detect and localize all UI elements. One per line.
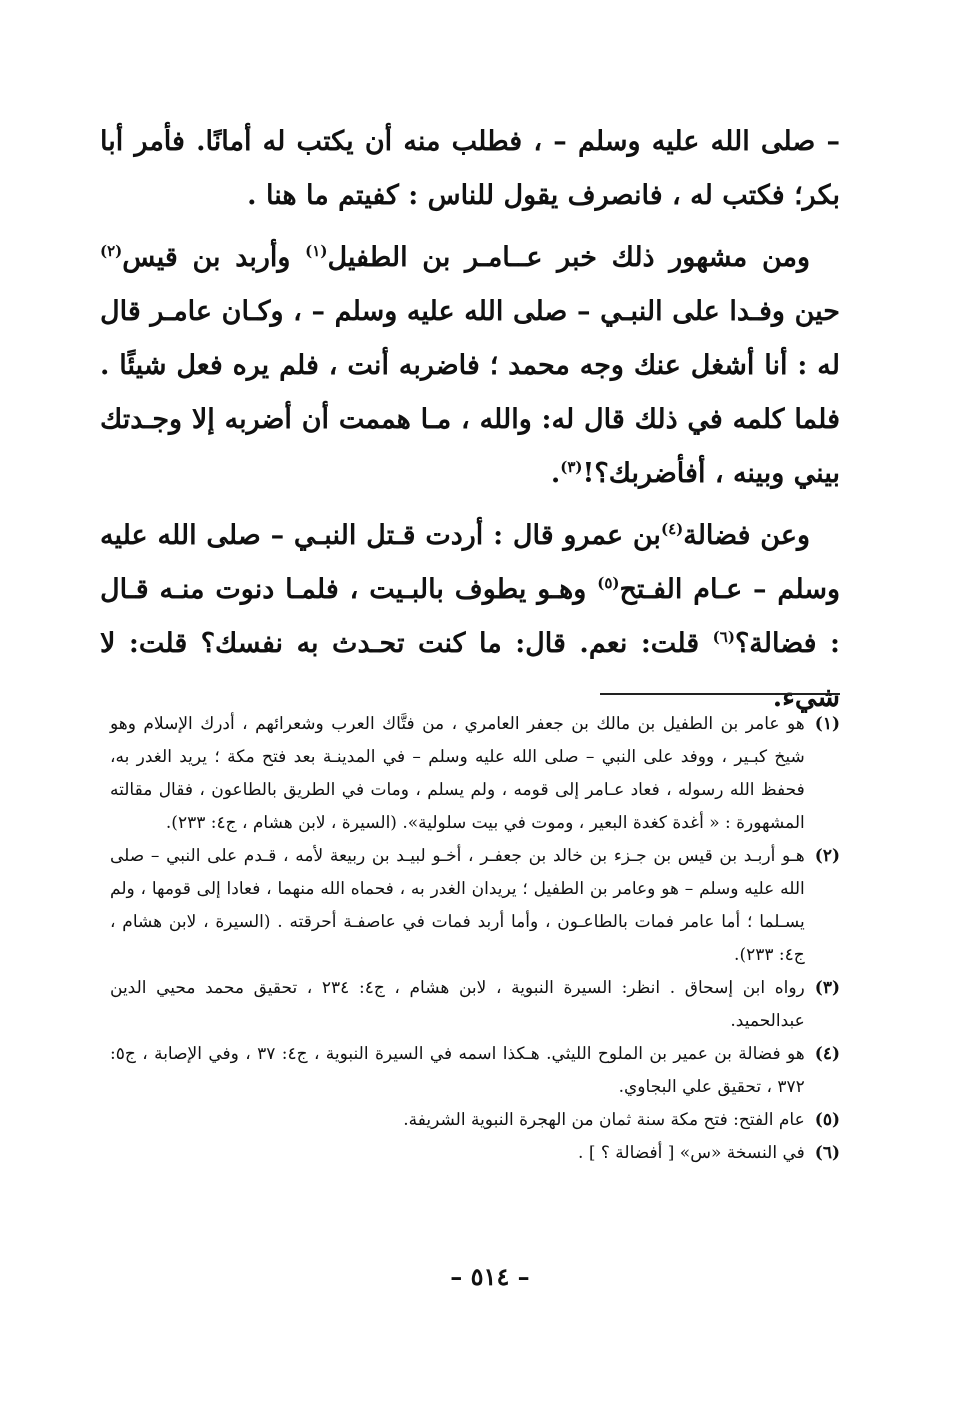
footnote-number: (٦) [814, 1143, 840, 1163]
footnote-number: (٣) [814, 978, 840, 998]
footnote-number: (١) [814, 714, 840, 734]
footnote-ref-4[interactable]: (٤) [660, 520, 684, 538]
footnote-2 [110, 840, 840, 972]
paragraph-3-text-a: وعن فضالة [683, 520, 810, 551]
footnote-separator [600, 693, 840, 695]
footnote-ref-6[interactable]: (٦) [712, 628, 735, 646]
paragraph-2-text-d: . [550, 458, 561, 489]
paragraph-3-text-b: بن عمرو قال : أردت قـتل النبـي – صلى الله عليه وسلم – عـام الفـتح [100, 520, 840, 605]
footnote-number: (٤) [814, 1044, 840, 1064]
footnote-3 [110, 972, 840, 1038]
paragraph-1 [100, 115, 840, 223]
footnote-number: (٥) [814, 1110, 840, 1130]
paragraph-1-text: – صلى الله عليه وسلم – ، فطلب منه أن يكتب له أمانًا. فأمر أبا بكر؛ فكتب له ، فانصرف يقول للناس : كفيتم ما هنا . [100, 126, 840, 211]
paragraph-2 [100, 231, 840, 501]
footnote-6 [110, 1137, 840, 1170]
paragraph-2-text-a: ومن مشهور ذلك خبر عــامـر بن الطفيل [327, 242, 810, 273]
footnotes [110, 708, 840, 1170]
footnote-ref-5[interactable]: (٥) [597, 574, 620, 592]
footnote-ref-3[interactable]: (٣) [560, 458, 583, 476]
footnote-4 [110, 1038, 840, 1104]
paragraph-2-text-b: وأربد بن قيس [122, 242, 306, 273]
paragraph-2-text-c: حين وفـدا على النبـي – صلى الله عليه وسلم – ، وكـان عامـر قال له : أنا أشغل عنك وجه محمد ؛ فاضربه أنت ، فلم يره فعل شيئًا . فلما كلمه في ذلك قال له: والله ، مـا هممت أن أضربه إلا وجـدتك بيني وبينه ، أفأضربك؟! [100, 296, 840, 489]
footnote-ref-2[interactable]: (٢) [100, 242, 123, 260]
footnote-text: عام الفتح: فتح مكة سنة ثمان من الهجرة النبوية الشريفة. [403, 1110, 805, 1130]
footnote-ref-1[interactable]: (١) [305, 242, 328, 260]
footnote-text: هو عامر بن الطفيل بن مالك بن جعفر العامري ، من فتَّاك العرب وشعرائهم ، أدرك الإسلام وهو شيخ كبـير ، ووفد على النبي – صلى الله عليه وسلم – في المدينـة بعد فتح مكة ؛ يريد الغدر به، فحفظ الله رسوله ، فعاد عـامر إلى قومه ، ولم يسلم ، ومات في الطريق بالطاعون ، فقال مقالته المشهورة : « أغدة كغدة البعير ، وموت في بيت سلولية». (السيرة ، لابن هشام ، ج٤: ٢٣٣). [110, 714, 805, 833]
footnote-text: في النسخة «س» [ أفضالة ؟ ] . [578, 1143, 805, 1163]
footnote-5 [110, 1104, 840, 1137]
paragraph-3-text-d: قلت: نعم. قال: ما كنت تحـدث به نفسك؟ قلت: لا شيء. [100, 628, 840, 713]
footnote-text: رواه ابن إسحاق . انظر: السيرة النبوية ، لابن هشام ، ج٤: ٢٣٤ ، تحقيق محمد محيي الدين عبدالحميد. [110, 978, 805, 1031]
footnote-number: (٢) [814, 846, 840, 866]
footnote-1 [110, 708, 840, 840]
main-text [100, 115, 840, 733]
footnote-text: هـو أربـد بن قيس بن جـزء بن خالد بن جعفـر ، أخـو لبيـد بن ربيعة لأمه ، قـدم على النبي – صلى الله عليه وسلم – هو وعامر بن الطفيل ؛ يريدان الغدر به ، فحماه الله منهما ، فعادا إلى قومها ، ولم يسـلما ؛ أما عامر فمات بالطاعـون ، وأما أربد فمات في عاصفـة أحرقته . (السيرة ، لابن هشام ، ج٤: ٢٣٣). [110, 846, 805, 965]
page-number: – ٥١٤ – [450, 1262, 530, 1291]
footnote-text: هو فضالة بن عمير بن الملوح الليثي. هـكذا اسمه في السيرة النبوية ، ج٤: ٣٧ ، وفي الإصابة ، ج٥: ٣٧٢ ، تحقيق علي البجاوي. [110, 1044, 805, 1097]
paragraph-3-text-c: وهـو يطوف بالبـيت ، فلمـا دنوت منـه قـال : فضالة؟ [100, 574, 841, 659]
